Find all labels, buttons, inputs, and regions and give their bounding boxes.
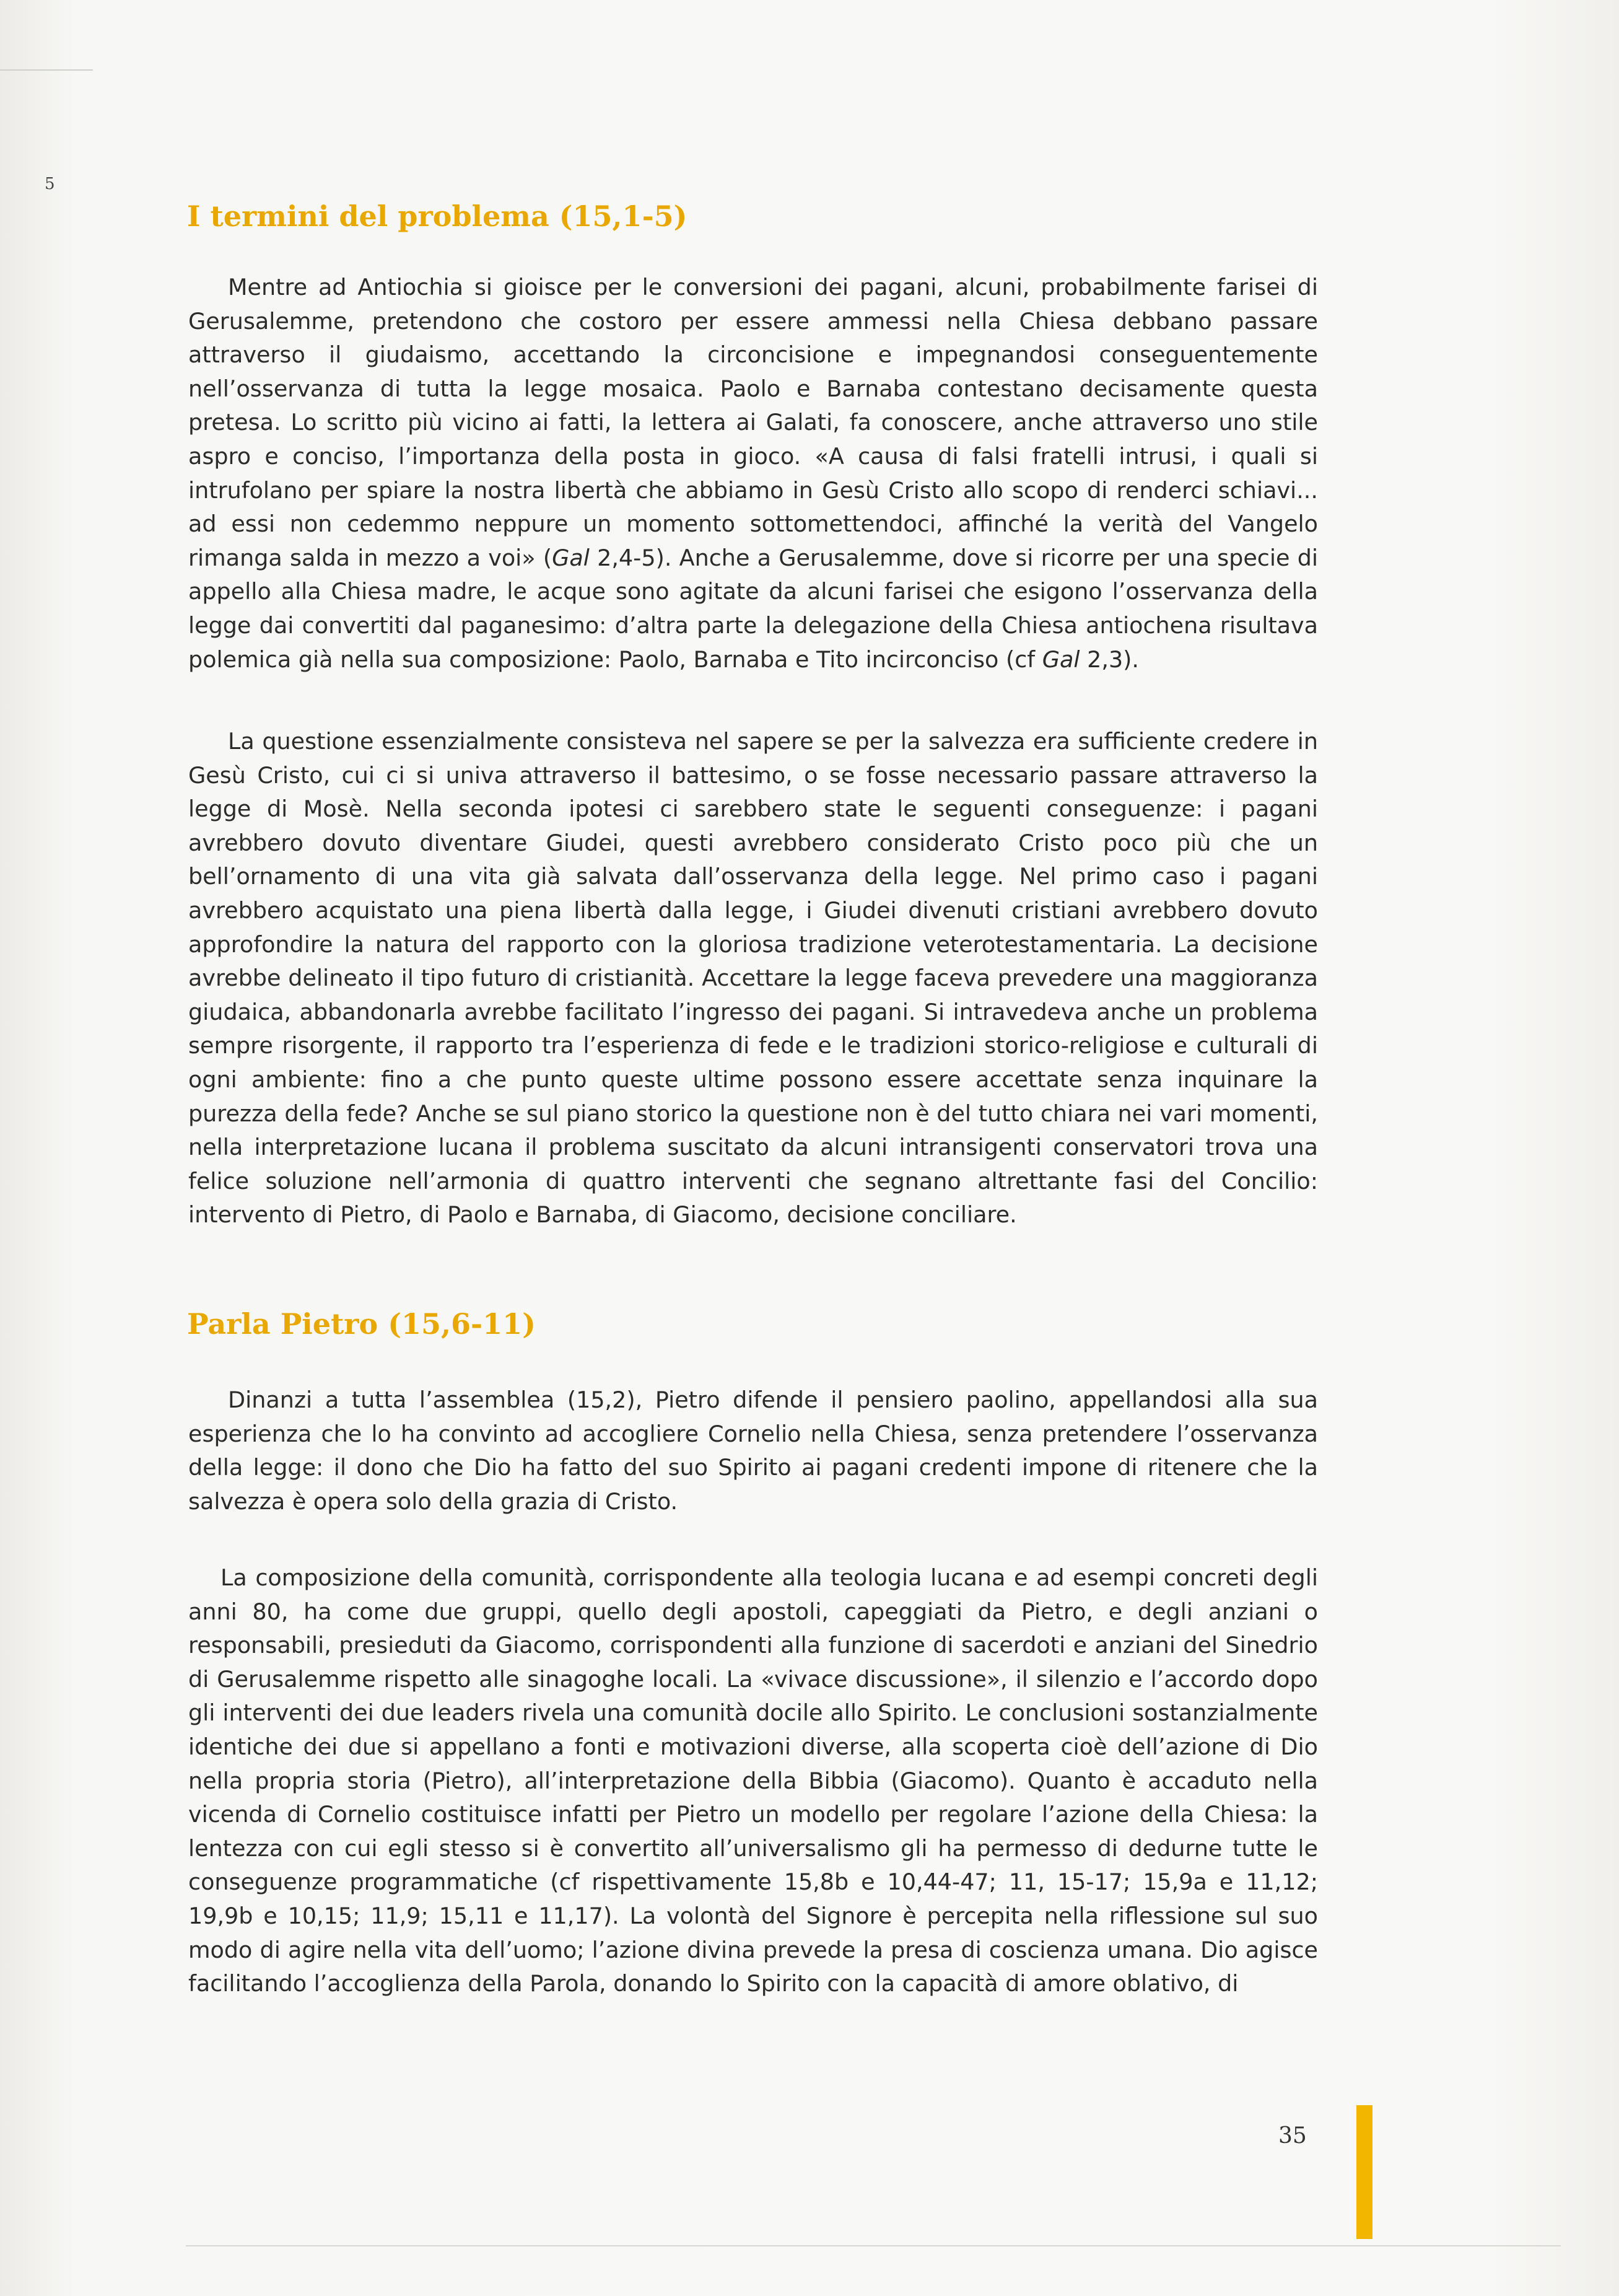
bottom-rule	[186, 2245, 1561, 2246]
paragraph-pietro-1: Dinanzi a tutta l’assemblea (15,2), Pietro difende il pensiero paolino, appellandosi alla sua esperienza che lo ha convinto ad accogliere Cornelio nella Chiesa, senza pretendere l’osservanza della legge: il dono che Dio ha fatto del suo Spirito ai pagani credenti impone di ritenere che la salvezza è opera solo della grazia di Cristo.	[188, 1387, 1318, 1515]
citation-gal: Gal	[1042, 646, 1080, 673]
paragraph-termini-2: La questione essenzialmente consisteva nel sapere se per la salvezza era sufficiente credere in Gesù Cristo, cui ci si univa attraverso il battesimo, o se fosse necessario passare attraverso la legge di Mosè. Nella seconda ipotesi ci sarebbero state le seguenti conseguenze: i pagani avrebbero dovuto diventare Giudei, questi avrebbero considerato Cristo poco più che un bell’ornamento di una vita già salvata dall’osservanza della legge. Nel primo caso i pagani avrebbero acquistato una piena libertà dalla legge, i Giudei divenuti cristiani avrebbero dovuto approfondire la natura del rapporto con la gloriosa tradizione veterotestamentaria. La decisione avrebbe delineato il tipo futuro di cristianità. Accettare la legge faceva prevedere una maggioranza giudaica, abbandonarla avrebbe facilitato l’ingresso dei pagani. Si intravedeva anche un problema sempre risorgente, il rapporto tra l’esperienza di fede e le tradizioni storico-religiose e culturali di ogni ambiente: fino a che punto queste ultime possono essere accettate senza inquinare la purezza della fede? Anche se sul piano storico la questione non è del tutto chiara nei vari momenti, nella interpretazione lucana il problema suscitato da alcuni intransigenti conservatori trova una felice soluzione nell’armonia di quattro interventi che segnano altrettante fasi del Concilio: intervento di Pietro, di Paolo e Barnaba, di Giacomo, decisione conciliare.	[188, 728, 1318, 1229]
margin-mark: 5	[45, 175, 55, 193]
page-tab-marker	[1356, 2105, 1372, 2239]
paragraph-text: 2,4-5). Anche a Gerusalemme, dove si ricorre per una specie di appello alla Chiesa madre, le acque sono agitate da alcuni farisei che esigono l’osservanza della legge dai convertiti dal paganesimo: d’altra parte la delegazione della Chiesa antiochena risultava polemica già nella sua composizione: Paolo, Barnaba e Tito incirconciso (cf	[188, 544, 1319, 673]
paragraph-pietro-2: La composizione della comunità, corrispondente alla teologia lucana e ad esempi concreti degli anni 80, ha come due gruppi, quello degli apostoli, capeggiati da Pietro, e degli anziani o responsabili, presieduti da Giacomo, corrispondenti alla funzione di sacerdoti e anziani del Sinedrio di Gerusalemme rispetto alle sinagoghe locali. La «vivace discussione», il silenzio e l’accordo dopo gli interventi dei due leaders rivela una comunità docile allo Spirito. Le conclusioni sostanzialmente identiche dei due si appellano a fonti e motivazioni diverse, alla scoperta cioè dell’azione di Dio nella propria storia (Pietro), all’interpretazione della Bibbia (Giacomo). Quanto è accaduto nella vicenda di Cornelio costituisce infatti per Pietro un modello per regolare l’azione della Chiesa: la lentezza con cui egli stesso si è convertito all’universalismo gli ha permesso di dedurne tutte le conseguenze programmatiche (cf rispettivamente 15,8b e 10,44-47; 11, 15-17; 15,9a e 11,12; 19,9b e 10,15; 11,9; 15,11 e 11,17). La volontà del Signore è percepita nella riflessione sul suo modo di agire nella vita dell’uomo; l’azione divina prevede la presa di coscienza umana. Dio agisce facilitando l’accoglienza della Parola, donando lo Spirito con la capacità di amore oblativo, di	[188, 1564, 1318, 1997]
paragraph-text: Mentre ad Antiochia si gioisce per le conversioni dei pagani, alcuni, probabilmente farisei di Gerusalemme, pretendono che costoro per essere ammessi nella Chiesa debbano passare attraverso il giudaismo, accettando la circoncisione e impegnandosi conseguentemente nell’osservanza di tutta la legge mosaica. Paolo e Barnaba contestano decisamente questa pretesa. Lo scritto più vicino ai fatti, la lettera ai Galati, fa conoscere, anche attraverso uno stile aspro e conciso, l’importanza della posta in gioco. «A causa di falsi fratelli intrusi, i quali si intrufolano per spiare la nostra libertà che abbiamo in Gesù Cristo allo scopo di renderci schiavi... ad essi non cedemmo neppure un momento sottomettendoci, affinché la verità del Vangelo rimanga salda in mezzo a voi» (	[188, 274, 1318, 571]
section-heading-termini: I termini del problema (15,1-5)	[187, 199, 687, 233]
page-number: 35	[1278, 2123, 1307, 2149]
paragraph-termini-1	[188, 271, 1318, 677]
top-rule	[0, 69, 93, 71]
section-heading-parla-pietro: Parla Pietro (15,6-11)	[187, 1307, 536, 1341]
paragraph-text: 2,3).	[1080, 646, 1140, 673]
citation-gal: Gal	[552, 544, 590, 571]
